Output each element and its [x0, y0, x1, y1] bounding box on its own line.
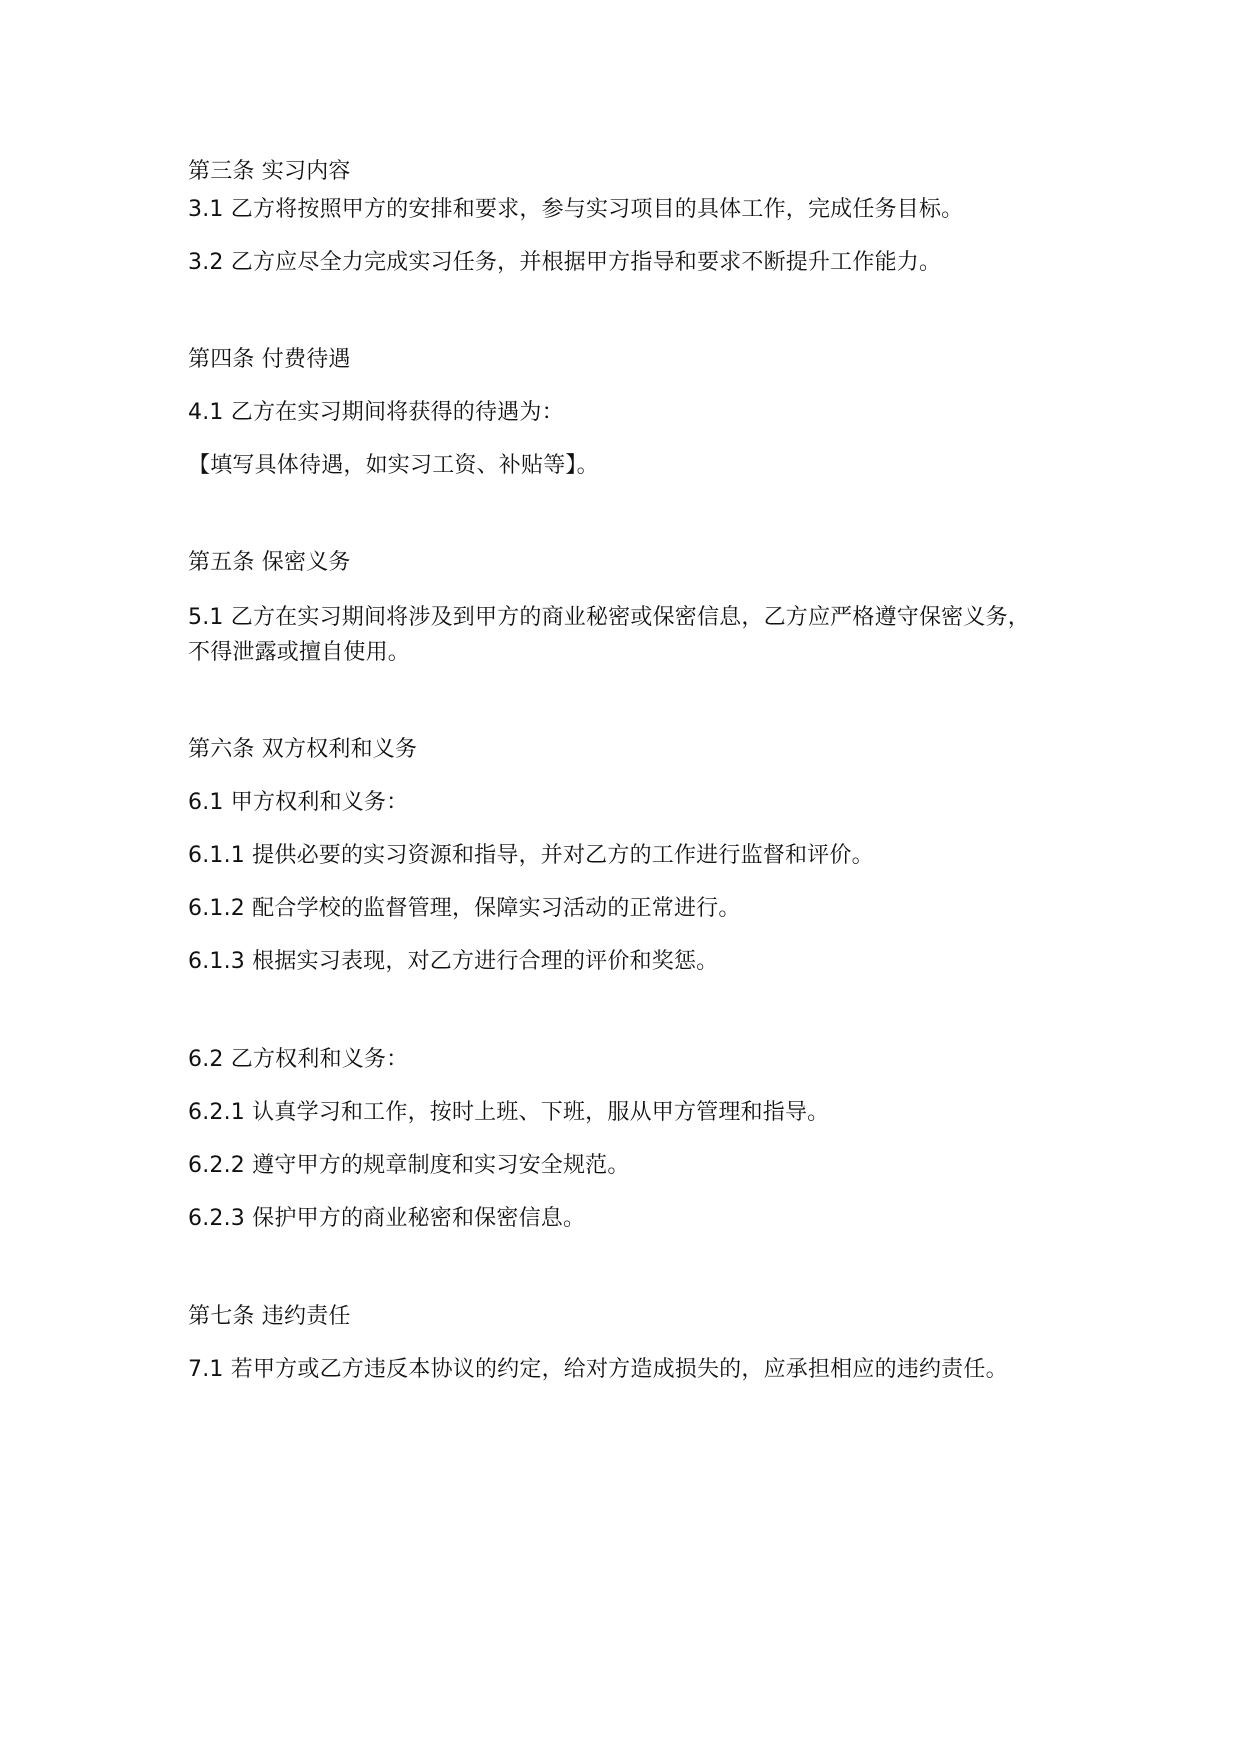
- clause-6-1-3: 6.1.3 根据实习表现，对乙方进行合理的评价和奖惩。: [188, 949, 719, 974]
- clause-3-1: 3.1 乙方将按照甲方的安排和要求，参与实习项目的具体工作，完成任务目标。: [188, 197, 964, 222]
- section-heading-4: 第四条 付费待遇: [188, 347, 351, 372]
- clause-4-1-detail: 【填写具体待遇，如实习工资、补贴等】。: [188, 453, 599, 478]
- clause-7-1: 7.1 若甲方或乙方违反本协议的约定，给对方造成损失的，应承担相应的违约责任。: [188, 1357, 1008, 1382]
- clause-6-1-1: 6.1.1 提供必要的实习资源和指导，并对乙方的工作进行监督和评价。: [188, 843, 874, 868]
- clause-3-2: 3.2 乙方应尽全力完成实习任务，并根据甲方指导和要求不断提升工作能力。: [188, 250, 942, 275]
- clause-4-1: 4.1 乙方在实习期间将获得的待遇为：: [188, 400, 564, 425]
- clause-5-1: 5.1 乙方在实习期间将涉及到甲方的商业秘密或保密信息，乙方应严格遵守保密义务，: [188, 605, 1030, 630]
- section-heading-3: 第三条 实习内容: [188, 159, 351, 184]
- section-heading-6: 第六条 双方权利和义务: [188, 737, 418, 762]
- section-heading-5: 第五条 保密义务: [188, 550, 351, 575]
- clause-6-1-2: 6.1.2 配合学校的监督管理，保障实习活动的正常进行。: [188, 896, 741, 921]
- section-heading-7: 第七条 违约责任: [188, 1304, 351, 1329]
- clause-5-1-cont: 不得泄露或擅自使用。: [188, 640, 411, 665]
- clause-6-2: 6.2 乙方权利和义务：: [188, 1047, 409, 1072]
- clause-6-2-2: 6.2.2 遵守甲方的规章制度和实习安全规范。: [188, 1153, 630, 1178]
- clause-6-1: 6.1 甲方权利和义务：: [188, 790, 409, 815]
- clause-6-2-3: 6.2.3 保护甲方的商业秘密和保密信息。: [188, 1206, 586, 1231]
- clause-6-2-1: 6.2.1 认真学习和工作，按时上班、下班，服从甲方管理和指导。: [188, 1100, 830, 1125]
